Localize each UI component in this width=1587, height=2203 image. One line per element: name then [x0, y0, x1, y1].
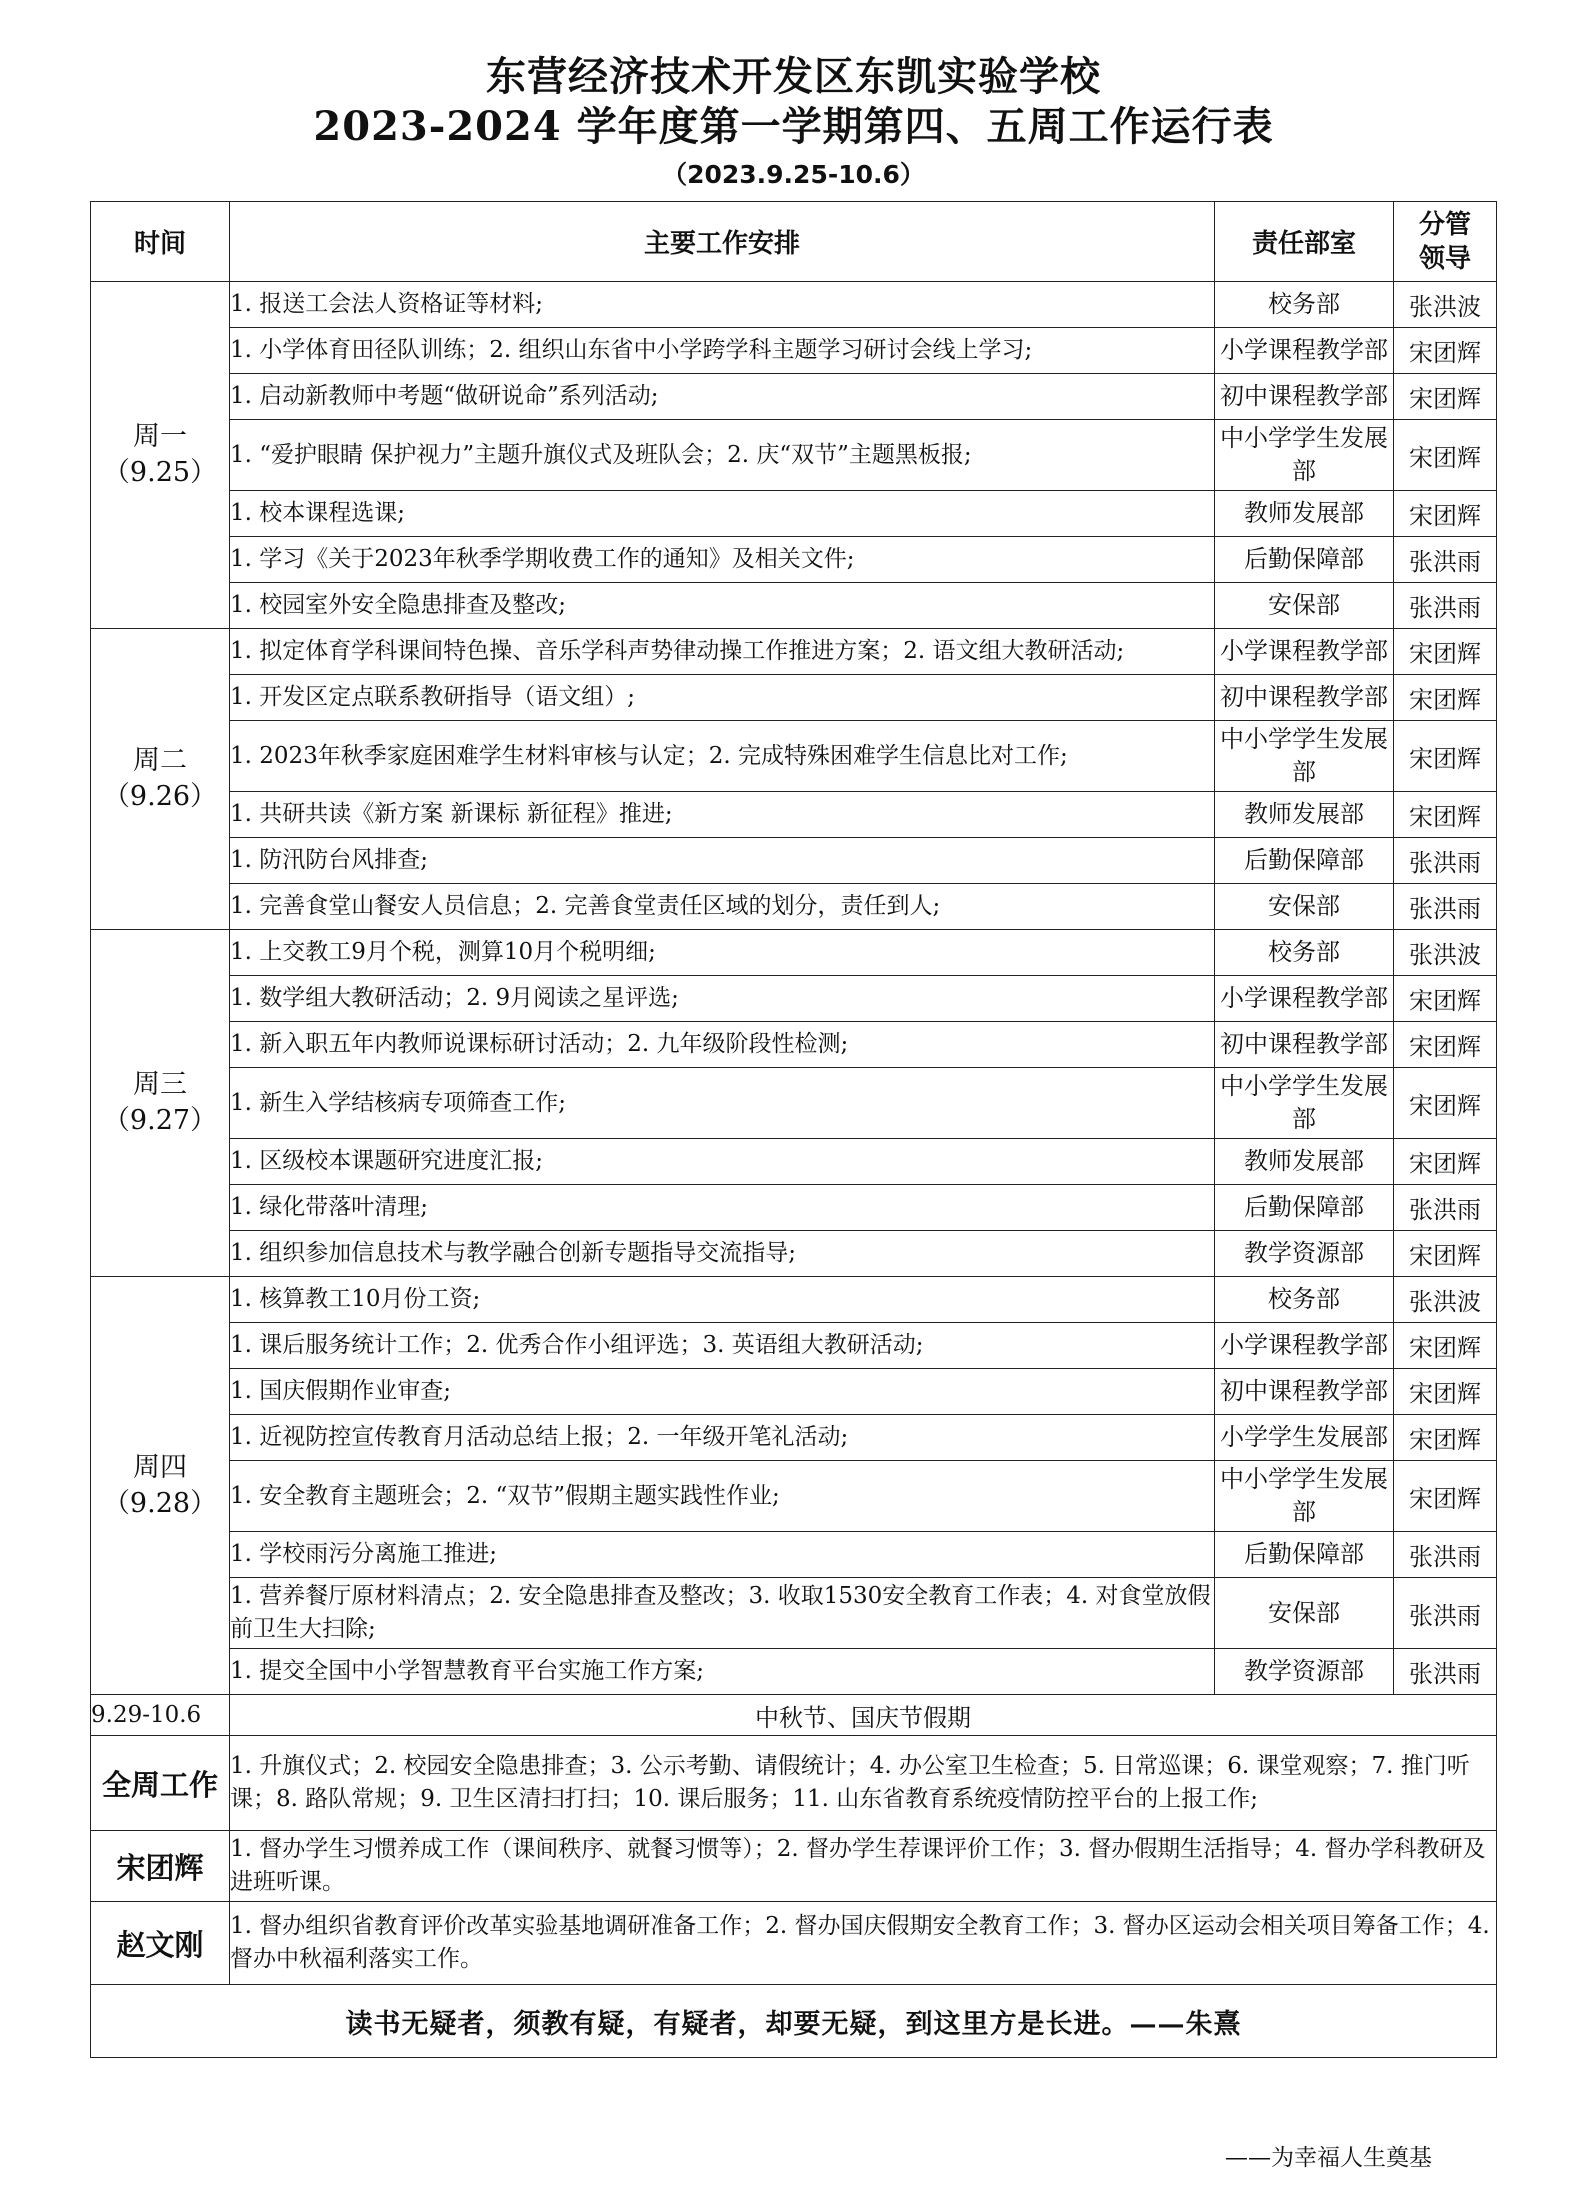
task-cell: 1. 校园室外安全隐患排查及整改; [230, 583, 1215, 629]
dept-cell: 校务部 [1215, 282, 1394, 328]
dept-cell: 中小学学生发展部 [1215, 1068, 1394, 1139]
leader-cell: 张洪雨 [1394, 537, 1497, 583]
schedule-row [91, 1139, 1497, 1185]
day-cell [91, 930, 230, 1277]
schedule-row [91, 1578, 1497, 1649]
weekly-label: 全周工作 [91, 1736, 230, 1831]
leader-cell: 张洪雨 [1394, 1532, 1497, 1578]
leader-cell: 宋团辉 [1394, 374, 1497, 420]
day-name: 周二 [133, 745, 187, 776]
schedule-row [91, 282, 1497, 328]
leader-cell: 宋团辉 [1394, 1415, 1497, 1461]
time-header: 时间 [91, 202, 230, 282]
task-cell: 1. 校本课程选课; [230, 491, 1215, 537]
schedule-row [91, 1185, 1497, 1231]
quote-row [91, 1985, 1497, 2058]
leader-cell: 宋团辉 [1394, 1323, 1497, 1369]
dept-cell: 小学课程教学部 [1215, 629, 1394, 675]
dept-cell: 后勤保障部 [1215, 838, 1394, 884]
leader-cell: 张洪雨 [1394, 884, 1497, 930]
leader-cell: 宋团辉 [1394, 1022, 1497, 1068]
dept-cell: 后勤保障部 [1215, 537, 1394, 583]
task-cell: 1. 小学体育田径队训练；2. 组织山东省中小学跨学科主题学习研讨会线上学习; [230, 328, 1215, 374]
day-name: 周一 [133, 421, 187, 452]
task-cell: 1. 启动新教师中考题“做研说命”系列活动; [230, 374, 1215, 420]
day-cell [91, 282, 230, 629]
leader-cell: 宋团辉 [1394, 1139, 1497, 1185]
dept-cell: 教师发展部 [1215, 792, 1394, 838]
dept-cell: 后勤保障部 [1215, 1185, 1394, 1231]
leader-cell: 宋团辉 [1394, 1068, 1497, 1139]
dept-cell: 小学学生发展部 [1215, 1415, 1394, 1461]
leader-cell: 宋团辉 [1394, 1231, 1497, 1277]
task-cell: 1. 防汛防台风排查; [230, 838, 1215, 884]
tasks-header: 主要工作安排 [230, 202, 1215, 282]
leader-cell: 宋团辉 [1394, 721, 1497, 792]
leader-cell: 张洪雨 [1394, 838, 1497, 884]
leader-cell: 张洪波 [1394, 282, 1497, 328]
dept-cell: 教师发展部 [1215, 1139, 1394, 1185]
weekly-text: 1. 督办组织省教育评价改革实验基地调研准备工作；2. 督办国庆假期安全教育工作；3. 督办区运动会相关项目筹备工作；4. 督办中秋福利落实工作。 [230, 1902, 1497, 1985]
schedule-row [91, 1415, 1497, 1461]
task-cell: 1. 完善食堂山餐安人员信息；2. 完善食堂责任区域的划分，责任到人; [230, 884, 1215, 930]
title-block [0, 52, 1587, 195]
date-range: （2023.9.25-10.6） [662, 160, 925, 189]
task-cell: 1. 提交全国中小学智慧教育平台实施工作方案; [230, 1649, 1215, 1695]
weekly-row [91, 1831, 1497, 1902]
task-cell: 1. 新入职五年内教师说课标研讨活动；2. 九年级阶段性检测; [230, 1022, 1215, 1068]
task-cell: 1. 近视防控宣传教育月活动总结上报；2. 一年级开笔礼活动; [230, 1415, 1215, 1461]
leader-cell: 宋团辉 [1394, 420, 1497, 491]
task-cell: 1. 区级校本课题研究进度汇报; [230, 1139, 1215, 1185]
schedule-row [91, 374, 1497, 420]
schedule-row [91, 976, 1497, 1022]
task-cell: 1. 核算教工10月份工资; [230, 1277, 1215, 1323]
task-cell: 1. “爱护眼睛 保护视力”主题升旗仪式及班队会；2. 庆“双节”主题黑板报; [230, 420, 1215, 491]
task-cell: 1. 学校雨污分离施工推进; [230, 1532, 1215, 1578]
dept-header: 责任部室 [1215, 202, 1394, 282]
schedule-row [91, 1649, 1497, 1695]
holiday-text: 中秋节、国庆节假期 [230, 1695, 1497, 1736]
dept-cell: 小学课程教学部 [1215, 1323, 1394, 1369]
weekly-text: 1. 督办学生习惯养成工作（课间秩序、就餐习惯等）；2. 督办学生荐课评价工作；3. 督办假期生活指导；4. 督办学科教研及进班听课。 [230, 1831, 1497, 1902]
schedule-row [91, 1277, 1497, 1323]
holiday-row [91, 1695, 1497, 1736]
schedule-row [91, 629, 1497, 675]
leader-cell: 宋团辉 [1394, 629, 1497, 675]
schedule-row [91, 1461, 1497, 1532]
schedule-row [91, 328, 1497, 374]
task-cell: 1. 开发区定点联系教研指导（语文组）; [230, 675, 1215, 721]
holiday-dates: 9.29-10.6 [91, 1695, 230, 1736]
schedule-row [91, 1323, 1497, 1369]
task-cell: 1. 学习《关于2023年秋季学期收费工作的通知》及相关文件; [230, 537, 1215, 583]
leader-cell: 宋团辉 [1394, 792, 1497, 838]
leader-cell: 宋团辉 [1394, 491, 1497, 537]
schedule-title: 2023-2024 学年度第一学期第四、五周工作运行表 [313, 103, 1274, 150]
schedule-row [91, 721, 1497, 792]
leader-header-line2: 领导 [1418, 243, 1471, 274]
task-cell: 1. 上交教工9月个税，测算10月个税明细; [230, 930, 1215, 976]
leader-header [1394, 202, 1497, 282]
task-cell: 1. 共研共读《新方案 新课标 新征程》推进; [230, 792, 1215, 838]
leader-cell: 宋团辉 [1394, 976, 1497, 1022]
dept-cell: 教学资源部 [1215, 1231, 1394, 1277]
weekly-text: 1. 升旗仪式；2. 校园安全隐患排查；3. 公示考勤、请假统计；4. 办公室卫生检查；5. 日常巡课；6. 课堂观察；7. 推门听课；8. 路队常规；9. 卫生区清扫打扫；10. 课后服务；11. 山东省教育系统疫情防控平台的上报工作; [230, 1736, 1497, 1831]
schedule-row [91, 1369, 1497, 1415]
quote-text: 读书无疑者，须教有疑，有疑者，却要无疑，到这里方是长进。——朱熹 [91, 1985, 1497, 2058]
task-cell: 1. 新生入学结核病专项筛查工作; [230, 1068, 1215, 1139]
schedule-row [91, 675, 1497, 721]
leader-cell: 宋团辉 [1394, 1461, 1497, 1532]
schedule-row [91, 884, 1497, 930]
task-cell: 1. 营养餐厅原材料清点；2. 安全隐患排查及整改；3. 收取1530安全教育工作表；4. 对食堂放假前卫生大扫除; [230, 1578, 1215, 1649]
dept-cell: 安保部 [1215, 884, 1394, 930]
weekly-label: 宋团辉 [91, 1831, 230, 1902]
task-cell: 1. 2023年秋季家庭困难学生材料审核与认定；2. 完成特殊困难学生信息比对工作; [230, 721, 1215, 792]
dept-cell: 教师发展部 [1215, 491, 1394, 537]
dept-cell: 后勤保障部 [1215, 1532, 1394, 1578]
task-cell: 1. 数学组大教研活动；2. 9月阅读之星评选; [230, 976, 1215, 1022]
schedule-row [91, 1068, 1497, 1139]
day-date: （9.27） [102, 1105, 218, 1136]
dept-cell: 教学资源部 [1215, 1649, 1394, 1695]
day-name: 周三 [133, 1069, 187, 1100]
day-cell [91, 629, 230, 930]
leader-cell: 宋团辉 [1394, 328, 1497, 374]
schedule-row [91, 792, 1497, 838]
footer-motto: ——为幸福人生奠基 [1225, 2145, 1432, 2171]
schedule-row [91, 1532, 1497, 1578]
dept-cell: 小学课程教学部 [1215, 328, 1394, 374]
weekly-row [91, 1736, 1497, 1831]
task-cell: 1. 报送工会法人资格证等材料; [230, 282, 1215, 328]
school-title: 东营经济技术开发区东凯实验学校 [486, 53, 1101, 100]
header-row [91, 202, 1497, 282]
dept-cell: 安保部 [1215, 583, 1394, 629]
leader-cell: 宋团辉 [1394, 675, 1497, 721]
task-cell: 1. 组织参加信息技术与教学融合创新专题指导交流指导; [230, 1231, 1215, 1277]
task-cell: 1. 绿化带落叶清理; [230, 1185, 1215, 1231]
weekly-row [91, 1902, 1497, 1985]
schedule-row [91, 1022, 1497, 1068]
dept-cell: 初中课程教学部 [1215, 1369, 1394, 1415]
dept-cell: 校务部 [1215, 930, 1394, 976]
leader-cell: 张洪雨 [1394, 1185, 1497, 1231]
leader-cell: 张洪雨 [1394, 1649, 1497, 1695]
schedule-row [91, 537, 1497, 583]
leader-cell: 张洪波 [1394, 1277, 1497, 1323]
schedule-row [91, 583, 1497, 629]
dept-cell: 校务部 [1215, 1277, 1394, 1323]
day-date: （9.28） [102, 1487, 218, 1519]
leader-cell: 张洪雨 [1394, 1578, 1497, 1649]
task-cell: 1. 安全教育主题班会；2. “双节”假期主题实践性作业; [230, 1461, 1215, 1532]
task-cell: 1. 课后服务统计工作；2. 优秀合作小组评选；3. 英语组大教研活动; [230, 1323, 1215, 1369]
task-cell: 1. 国庆假期作业审查; [230, 1369, 1215, 1415]
day-date: （9.26） [102, 781, 218, 812]
day-date: （9.25） [102, 457, 218, 488]
day-name: 周四 [133, 1451, 187, 1483]
schedule-row [91, 491, 1497, 537]
dept-cell: 初中课程教学部 [1215, 374, 1394, 420]
schedule-table [90, 201, 1497, 2058]
weekly-label: 赵文刚 [91, 1902, 230, 1985]
dept-cell: 中小学学生发展部 [1215, 1461, 1394, 1532]
schedule-row [91, 420, 1497, 491]
leader-cell: 张洪雨 [1394, 583, 1497, 629]
dept-cell: 中小学学生发展部 [1215, 721, 1394, 792]
dept-cell: 初中课程教学部 [1215, 675, 1394, 721]
day-cell [91, 1277, 230, 1695]
leader-cell: 张洪波 [1394, 930, 1497, 976]
leader-cell: 宋团辉 [1394, 1369, 1497, 1415]
dept-cell: 安保部 [1215, 1578, 1394, 1649]
task-cell: 1. 拟定体育学科课间特色操、音乐学科声势律动操工作推进方案；2. 语文组大教研活动; [230, 629, 1215, 675]
schedule-row [91, 930, 1497, 976]
dept-cell: 初中课程教学部 [1215, 1022, 1394, 1068]
dept-cell: 中小学学生发展部 [1215, 420, 1394, 491]
leader-header-line1: 分管 [1418, 209, 1471, 240]
schedule-row [91, 838, 1497, 884]
dept-cell: 小学课程教学部 [1215, 976, 1394, 1022]
schedule-row [91, 1231, 1497, 1277]
